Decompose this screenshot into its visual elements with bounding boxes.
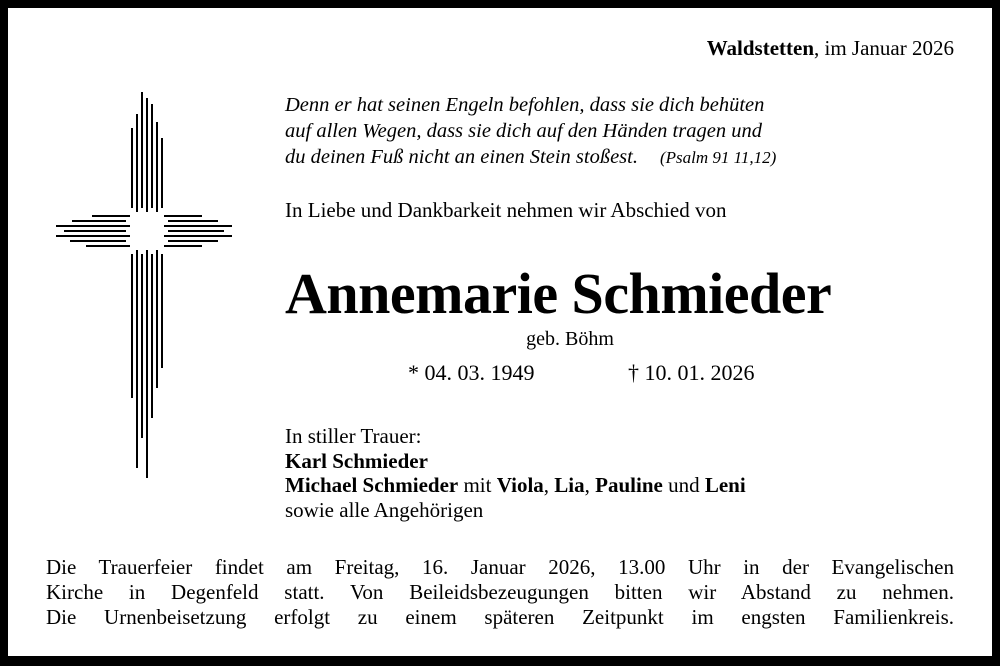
connector-text: und (662, 473, 705, 497)
verse-line-text: du deinen Fuß nicht an einen Stein stoßest. (285, 146, 638, 168)
mourner-family-line (285, 473, 746, 498)
birth-date: * 04. 03. 1949 (408, 360, 535, 385)
deceased-name: Annemarie Schmieder (285, 261, 832, 326)
place-name: Waldstetten (706, 36, 815, 60)
notice-line: Die Trauerfeier findet am Freitag, 16. Januar 2026, 13.00 Uhr in der Evangelischen (46, 555, 954, 579)
notice-line: Die Urnenbeisetzung erfolgt zu einem späteren Zeitpunkt im engsten Familienkreis. (46, 605, 954, 629)
grandchild-name: Leni (704, 473, 746, 497)
date-text: , im Januar 2026 (814, 36, 954, 60)
mourners-list (285, 424, 746, 522)
verse-line: Denn er hat seinen Engeln befohlen, dass sie dich behüten (285, 94, 765, 116)
mourners-heading: In stiller Trauer: (285, 424, 422, 448)
grandchild-name: Pauline (595, 473, 663, 497)
death-date: † 10. 01. 2026 (628, 360, 755, 385)
grandchild-name: Lia (554, 473, 585, 497)
verse-reference: (Psalm 91 11,12) (659, 148, 777, 167)
verse-line (285, 144, 776, 171)
connector-text: mit (458, 473, 497, 497)
maiden-name: geb. Böhm (526, 328, 614, 350)
notice-line: Kirche in Degenfeld statt. Von Beileidsbezeugungen bitten wir Abstand zu nehmen. (46, 580, 954, 604)
mourner-name: Karl Schmieder (285, 448, 428, 473)
other-relatives: sowie alle Angehörigen (285, 497, 484, 522)
obituary-notice (8, 8, 992, 656)
connector-text: , (584, 473, 596, 497)
mourner-name: Michael Schmieder (285, 473, 459, 497)
place-date-line (707, 36, 954, 61)
cross-icon (52, 88, 236, 480)
verse-line: auf allen Wegen, dass sie dich auf den Händen tragen und (285, 120, 762, 142)
grandchild-name: Viola (496, 473, 544, 497)
intro-text: In Liebe und Dankbarkeit nehmen wir Abschied von (285, 198, 727, 222)
psalm-verse (285, 92, 776, 171)
funeral-notice (46, 555, 954, 630)
connector-text: , (543, 473, 555, 497)
